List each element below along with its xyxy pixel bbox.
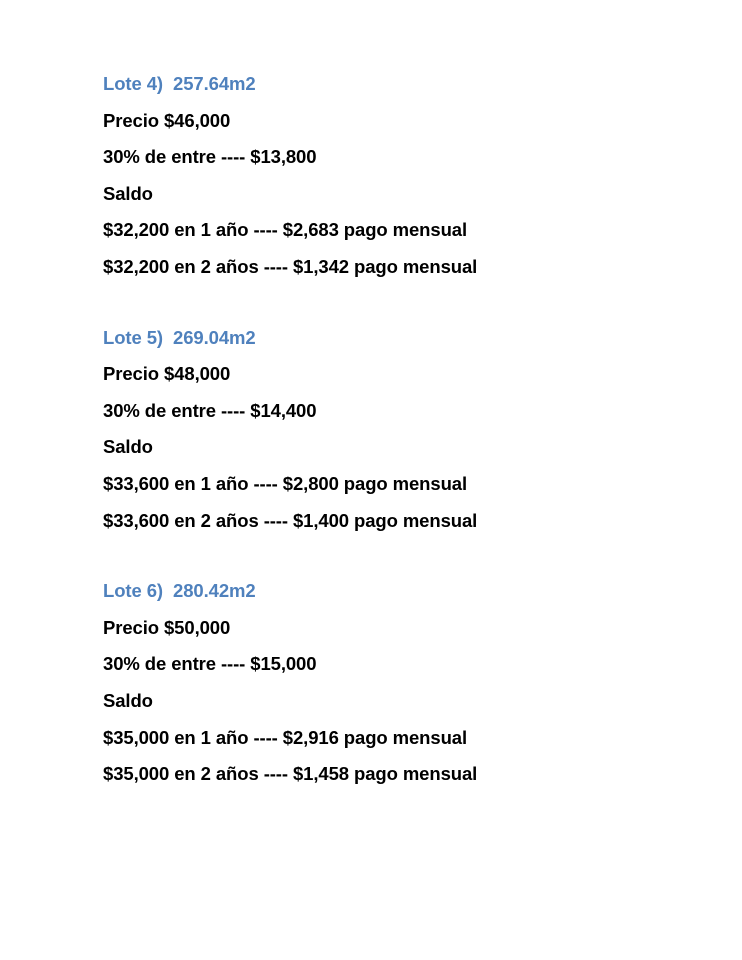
document-page <box>103 66 703 793</box>
lote-5-price: Precio $48,000 <box>103 363 231 385</box>
lote-6-plan-2-years: $35,000 en 2 años ---- $1,458 pago mensual <box>103 763 478 785</box>
lote-6-heading: Lote 6) 280.42m2 <box>103 580 256 602</box>
lote-6-section <box>103 573 703 793</box>
lote-6-price: Precio $50,000 <box>103 616 231 638</box>
lote-5-section <box>103 320 703 540</box>
lote-5-plan-1-year: $33,600 en 1 año ---- $2,800 pago mensual <box>103 472 467 494</box>
lote-6-balance-label: Saldo <box>103 689 153 711</box>
lote-6-down-payment: 30% de entre ---- $15,000 <box>103 653 317 675</box>
lote-4-section <box>103 66 703 286</box>
lote-5-balance-label: Saldo <box>103 436 153 458</box>
lote-4-plan-1-year: $32,200 en 1 año ---- $2,683 pago mensual <box>103 219 467 241</box>
lote-5-plan-2-years: $33,600 en 2 años ---- $1,400 pago mensual <box>103 509 478 531</box>
lote-5-heading: Lote 5) 269.04m2 <box>103 326 256 348</box>
lote-4-down-payment: 30% de entre ---- $13,800 <box>103 146 317 168</box>
lote-4-price: Precio $46,000 <box>103 109 231 131</box>
lote-4-heading: Lote 4) 257.64m2 <box>103 73 256 94</box>
lote-4-plan-2-years: $32,200 en 2 años ---- $1,342 pago mensual <box>103 255 478 277</box>
lote-5-down-payment: 30% de entre ---- $14,400 <box>103 399 317 421</box>
lote-4-balance-label: Saldo <box>103 182 153 204</box>
lote-6-plan-1-year: $35,000 en 1 año ---- $2,916 pago mensual <box>103 726 467 748</box>
